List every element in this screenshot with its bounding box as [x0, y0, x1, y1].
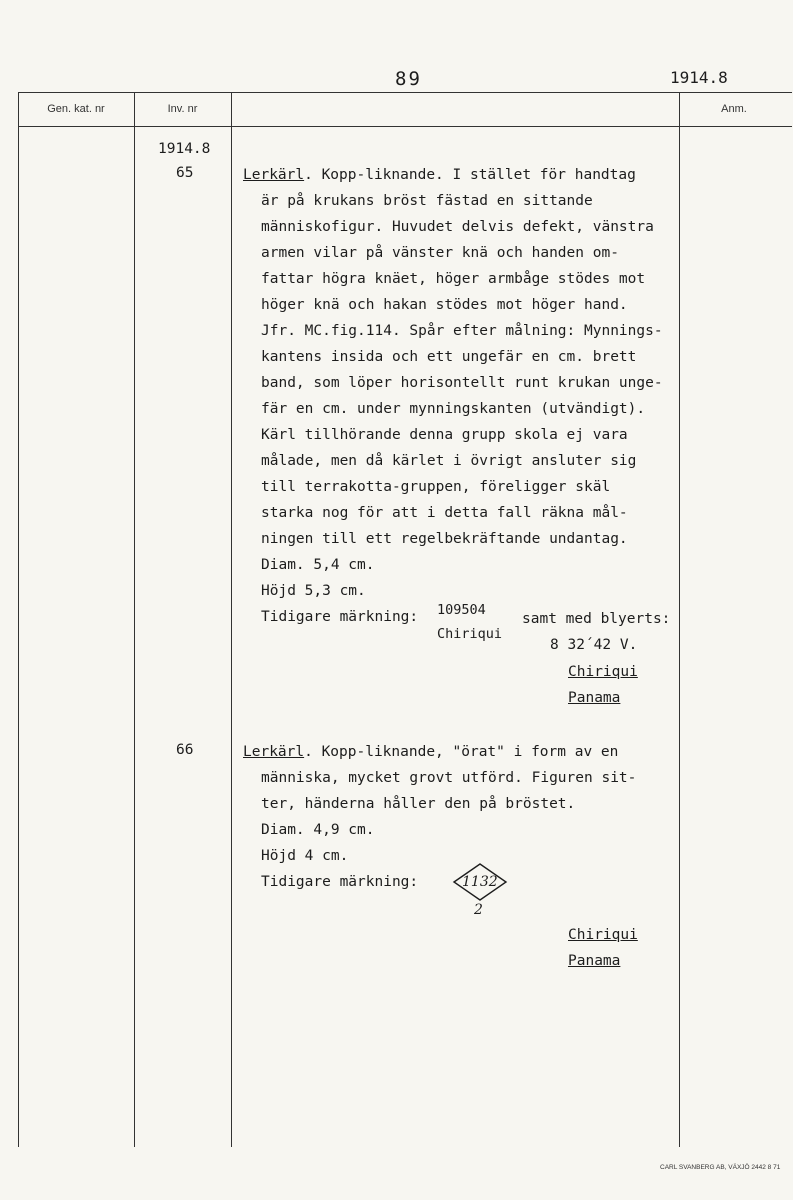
- entry-diameter: Diam. 5,4 cm.: [261, 557, 375, 573]
- country: Panama: [568, 690, 621, 706]
- origin: Chiriqui: [568, 664, 638, 680]
- entry-line: band, som löper horisontellt runt krukan unge-: [261, 375, 663, 391]
- marking-place: Chiriqui: [437, 626, 503, 642]
- printer-mark: CARL SVANBERG AB, VÄXJÖ 2442 8 71: [660, 1164, 781, 1171]
- entry-line: starka nog för att i detta fall räkna mål-: [261, 505, 628, 521]
- earlier-marking-label: Tidigare märkning:: [261, 609, 419, 625]
- handwritten-sub: 2: [474, 902, 483, 918]
- entry-line: Kärl tillhörande denna grupp skola ej vara: [261, 427, 628, 443]
- entry-title: Lerkärl: [243, 744, 305, 760]
- table-left-border: [18, 92, 19, 1147]
- earlier-marking-label: Tidigare märkning:: [261, 874, 419, 890]
- entry-line: . Kopp-liknande, "örat" i form av en: [304, 744, 619, 760]
- entry-diameter: Diam. 4,9 cm.: [261, 822, 375, 838]
- section-catalog-number: 1914.8: [158, 141, 211, 157]
- entry-line: höger knä och hakan stödes mot höger hand.: [261, 297, 628, 313]
- pencil-note: samt med blyerts:: [522, 611, 671, 627]
- pencil-value: 8 32´42 V.: [550, 637, 638, 653]
- column-divider-3: [679, 92, 680, 1147]
- handwritten-mark: 1132: [462, 874, 498, 890]
- catalog-number: 1914.8: [670, 68, 728, 87]
- entry-height: Höjd 4 cm.: [261, 848, 349, 864]
- column-header-gen-kat: Gen. kat. nr: [47, 103, 105, 115]
- entry-line: ter, händerna håller den på bröstet.: [261, 796, 576, 812]
- entry-title: Lerkärl: [243, 167, 305, 183]
- entry-line: ningen till ett regelbekräftande undantag.: [261, 531, 628, 547]
- entry-line: människa, mycket grovt utförd. Figuren sit-: [261, 770, 637, 786]
- column-header-inv: Inv. nr: [167, 103, 198, 115]
- entry-line: kantens insida och ett ungefär en cm. brett: [261, 349, 637, 365]
- country: Panama: [568, 953, 621, 969]
- page-number: 89: [395, 68, 422, 90]
- origin: Chiriqui: [568, 927, 638, 943]
- entry-line: målade, men då kärlet i övrigt ansluter sig: [261, 453, 637, 469]
- entry-line: människofigur. Huvudet delvis defekt, vänstra: [261, 219, 654, 235]
- inv-number: 66: [176, 742, 194, 758]
- column-divider-1: [134, 92, 135, 1147]
- marking-number: 109504: [437, 602, 486, 618]
- entry-line: armen vilar på vänster knä och handen om-: [261, 245, 619, 261]
- column-header-anm: Anm.: [721, 103, 747, 115]
- entry-line: fattar högra knäet, höger armbåge stödes mot: [261, 271, 646, 287]
- entry-first-line: [243, 745, 618, 760]
- entry-line: till terrakotta-gruppen, föreligger skäl: [261, 479, 611, 495]
- column-divider-2: [231, 92, 232, 1147]
- entry-first-line: [243, 168, 636, 183]
- entry-line: Jfr. MC.fig.114. Spår efter målning: Mynnings-: [261, 323, 663, 339]
- entry-line: är på krukans bröst fästad en sittande: [261, 193, 593, 209]
- inv-number: 65: [176, 165, 194, 181]
- entry-line: . Kopp-liknande. I stället för handtag: [304, 167, 636, 183]
- entry-line: fär en cm. under mynningskanten (utvändigt).: [261, 401, 646, 417]
- entry-height: Höjd 5,3 cm.: [261, 583, 366, 599]
